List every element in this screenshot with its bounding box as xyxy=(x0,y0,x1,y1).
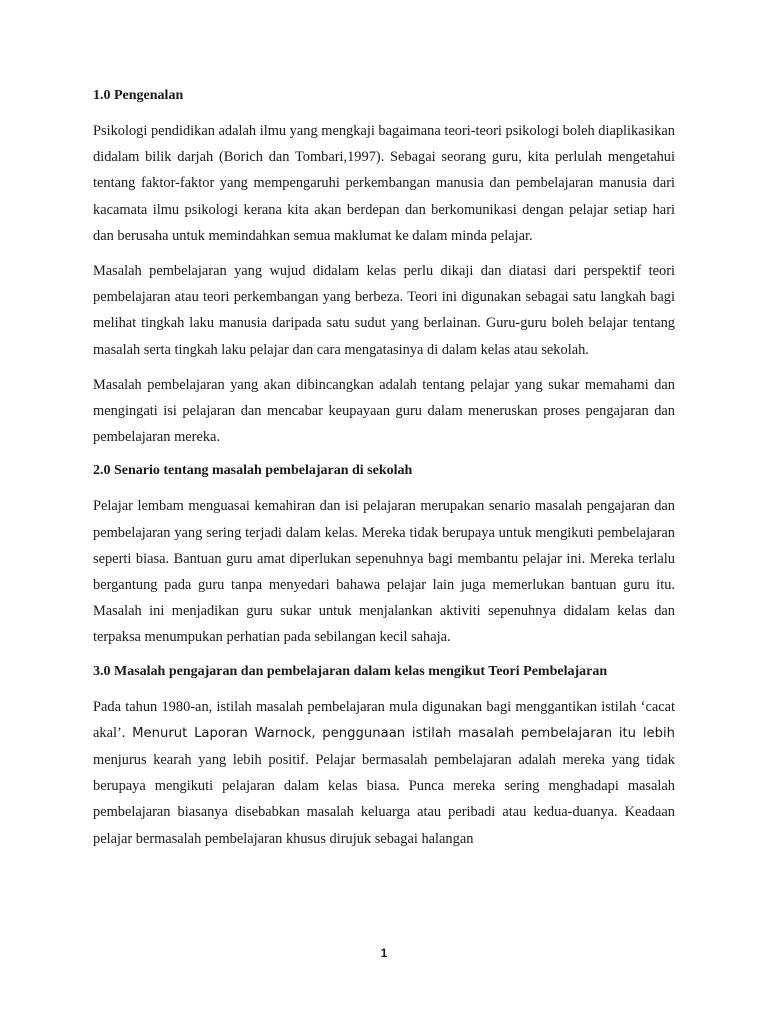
page-number: 1 xyxy=(380,946,388,960)
section-3-paragraph-1 xyxy=(93,694,675,852)
section-3-text-start: Pada tahun 1980-an, istilah masalah pembelajaran mula digunakan bagi menggantikan istilah ‘cacat akal’. xyxy=(93,698,675,741)
section-1-paragraph-2: Masalah pembelajaran yang wujud didalam kelas perlu dikaji dan diatasi dari perspektif teori pembelajaran atau teori perkembangan yang berbeza. Teori ini digunakan sebagai satu langkah bagi melihat tingkah laku manusia daripada satu sudut yang berlainan. Guru-guru boleh belajar tentang masalah serta tingkah laku pelajar dan cara mengatasinya di dalam kelas atau sekolah. xyxy=(93,263,675,358)
section-3-text-mixed-font: Menurut Laporan Warnock, penggunaan istilah masalah pembelajaran itu lebih xyxy=(125,725,675,741)
section-1-paragraph-1: Psikologi pendidikan adalah ilmu yang mengkaji bagaimana teori-teori psikologi boleh diaplikasikan didalam bilik darjah (Borich dan Tombari,1997). Sebagai seorang guru, kita perlulah mengetahui tentang faktor-faktor yang mempengaruhi perkembangan manusia dan pembelajaran manusia dari kacamata ilmu psikologi kerana kita akan berdepan dan berkomunikasi dengan pelajar setiap hari dan berusaha untuk memindahkan semua maklumat ke dalam minda pelajar. xyxy=(93,123,675,244)
document-page xyxy=(93,84,675,852)
section-3-text-end: menjurus kearah yang lebih positif. Pelajar bermasalah pembelajaran adalah mereka yang tidak berupaya mengikuti pelajaran dalam kelas biasa. Punca mereka sering menghadapi masalah pembelajaran biasanya disebabkan masalah keluarga atau peribadi atau kedua-duanya. Keadaan pelajar bermasalah pembelajaran khusus dirujuk sebagai halangan xyxy=(93,752,675,847)
section-2-paragraph-1: Pelajar lembam menguasai kemahiran dan isi pelajaran merupakan senario masalah pengajaran dan pembelajaran yang sering terjadi dalam kelas. Mereka tidak berupaya untuk mengikuti pembelajaran seperti biasa. Bantuan guru amat diperlukan sepenuhnya bagi membantu pelajar ini. Mereka terlalu bergantung pada guru tanpa menyedari bahawa pelajar lain juga memerlukan bantuan guru itu. Masalah ini menjadikan guru sukar untuk menjalankan aktiviti sepenuhnya didalam kelas dan terpaksa menumpukan perhatian pada sebilangan kecil sahaja. xyxy=(93,498,675,646)
section-1-paragraph-3: Masalah pembelajaran yang akan dibincangkan adalah tentang pelajar yang sukar memahami dan mengingati isi pelajaran dan mencabar keupayaan guru dalam meneruskan proses pengajaran dan pembelajaran mereka. xyxy=(93,376,675,446)
section-2-heading: 2.0 Senario tentang masalah pembelajaran di sekolah xyxy=(93,463,413,479)
section-3-heading: 3.0 Masalah pengajaran dan pembelajaran dalam kelas mengikut Teori Pembelajaran xyxy=(93,663,608,679)
section-1-heading: 1.0 Pengenalan xyxy=(93,88,184,103)
